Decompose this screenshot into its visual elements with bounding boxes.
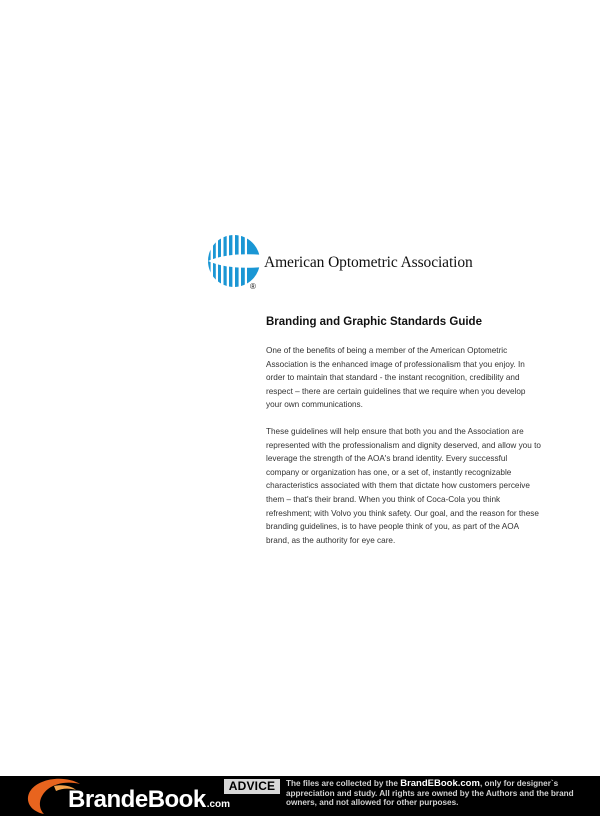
document-title: Branding and Graphic Standards Guide [266,316,482,328]
aoa-eye-mark-icon [206,233,264,291]
footer-disclaimer [286,779,592,808]
intro-paragraph-1: One of the benefits of being a member of the American Optometric Association is the enhanced image of professionalism that you enjoy. In order to maintain that standard - the instant recognition, credibility and respect – there are certain guidelines that we require when you develop your own communications. [266,346,526,410]
organization-name: American Optometric Association [264,254,473,271]
disclaimer-text-start: The files are collected by the [286,779,401,788]
guide-intro [266,316,542,560]
svg-text:®: ® [250,282,256,291]
brand-wordmark [68,786,230,814]
aoa-logo [206,233,486,293]
disclaimer-text-end: , only for designer`s appreciation and study. All rights are owned by the Authors and the brand owners, and not allowed for other purposes. [286,779,574,808]
brandebook-logo [14,776,234,816]
advice-badge: ADVICE [224,779,280,794]
brand-suffix: .com [206,799,231,810]
disclaimer-site-link[interactable]: BrandEBook.com [400,778,480,789]
brand-name: BrandeBook [68,786,206,813]
intro-paragraph-2: These guidelines will help ensure that both you and the Association are represented with the professionalism and dignity deserved, and allow you to leverage the strength of the AOA's brand identity. Every successful company or organization has one, or a set of, instantly recognizable characteristics associated with them that dictate how customers perceive them – that's their brand. When you think of Coca-Cola you think refreshment; with Volvo you think safety. Our goal, and the reason for these branding guidelines, is to have people think of you, as part of the AOA brand, as the authority for eye care. [266,426,541,545]
